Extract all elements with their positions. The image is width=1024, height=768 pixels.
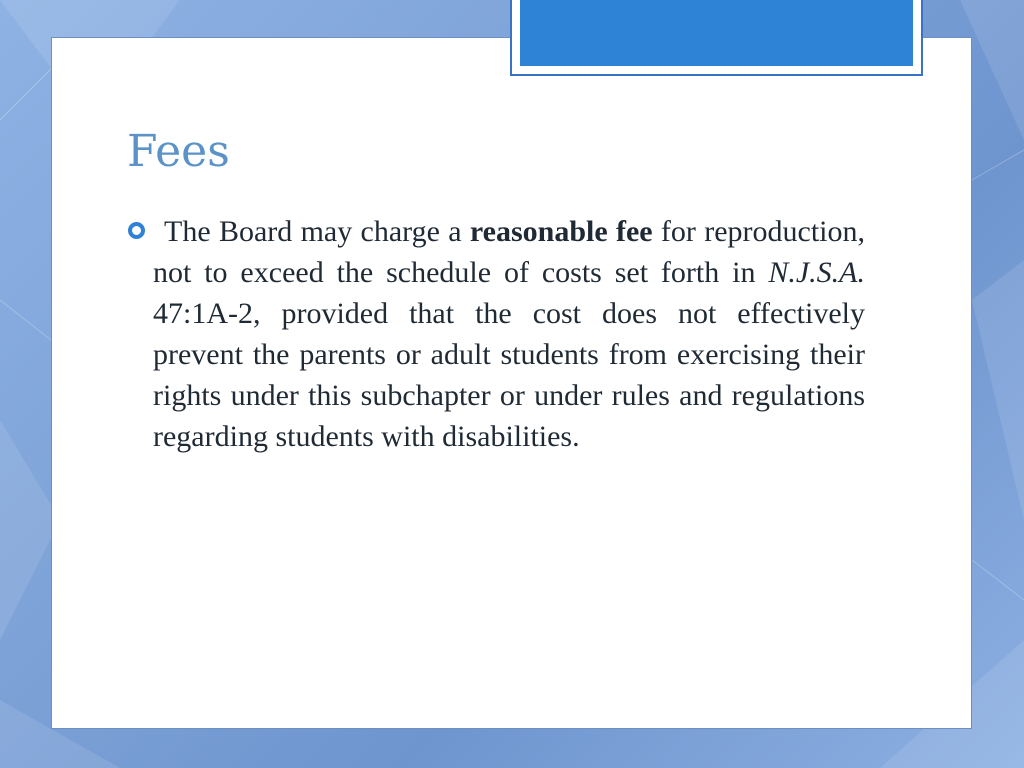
slide-body (128, 211, 865, 457)
hollow-circle-bullet-icon (128, 222, 145, 239)
bullet-text (128, 211, 865, 457)
slide-title: Fees (127, 126, 230, 177)
body-text-part-3: 47:1A-2, provided that the cost does not effectively prevent the parents or adult students from exercising their rights under this subchapter or under rules and regulations regarding students with disabilities. (153, 297, 865, 453)
header-accent-fill (520, 0, 913, 66)
header-accent-box (510, 0, 923, 76)
body-text-part-1: The Board may charge a (164, 215, 462, 248)
body-text-part-2: for reproduction, not to exceed the schedule of costs set forth in (153, 215, 865, 289)
body-text-italic: N.J.S.A. (768, 256, 865, 289)
body-text-bold: reasonable fee (469, 215, 653, 248)
